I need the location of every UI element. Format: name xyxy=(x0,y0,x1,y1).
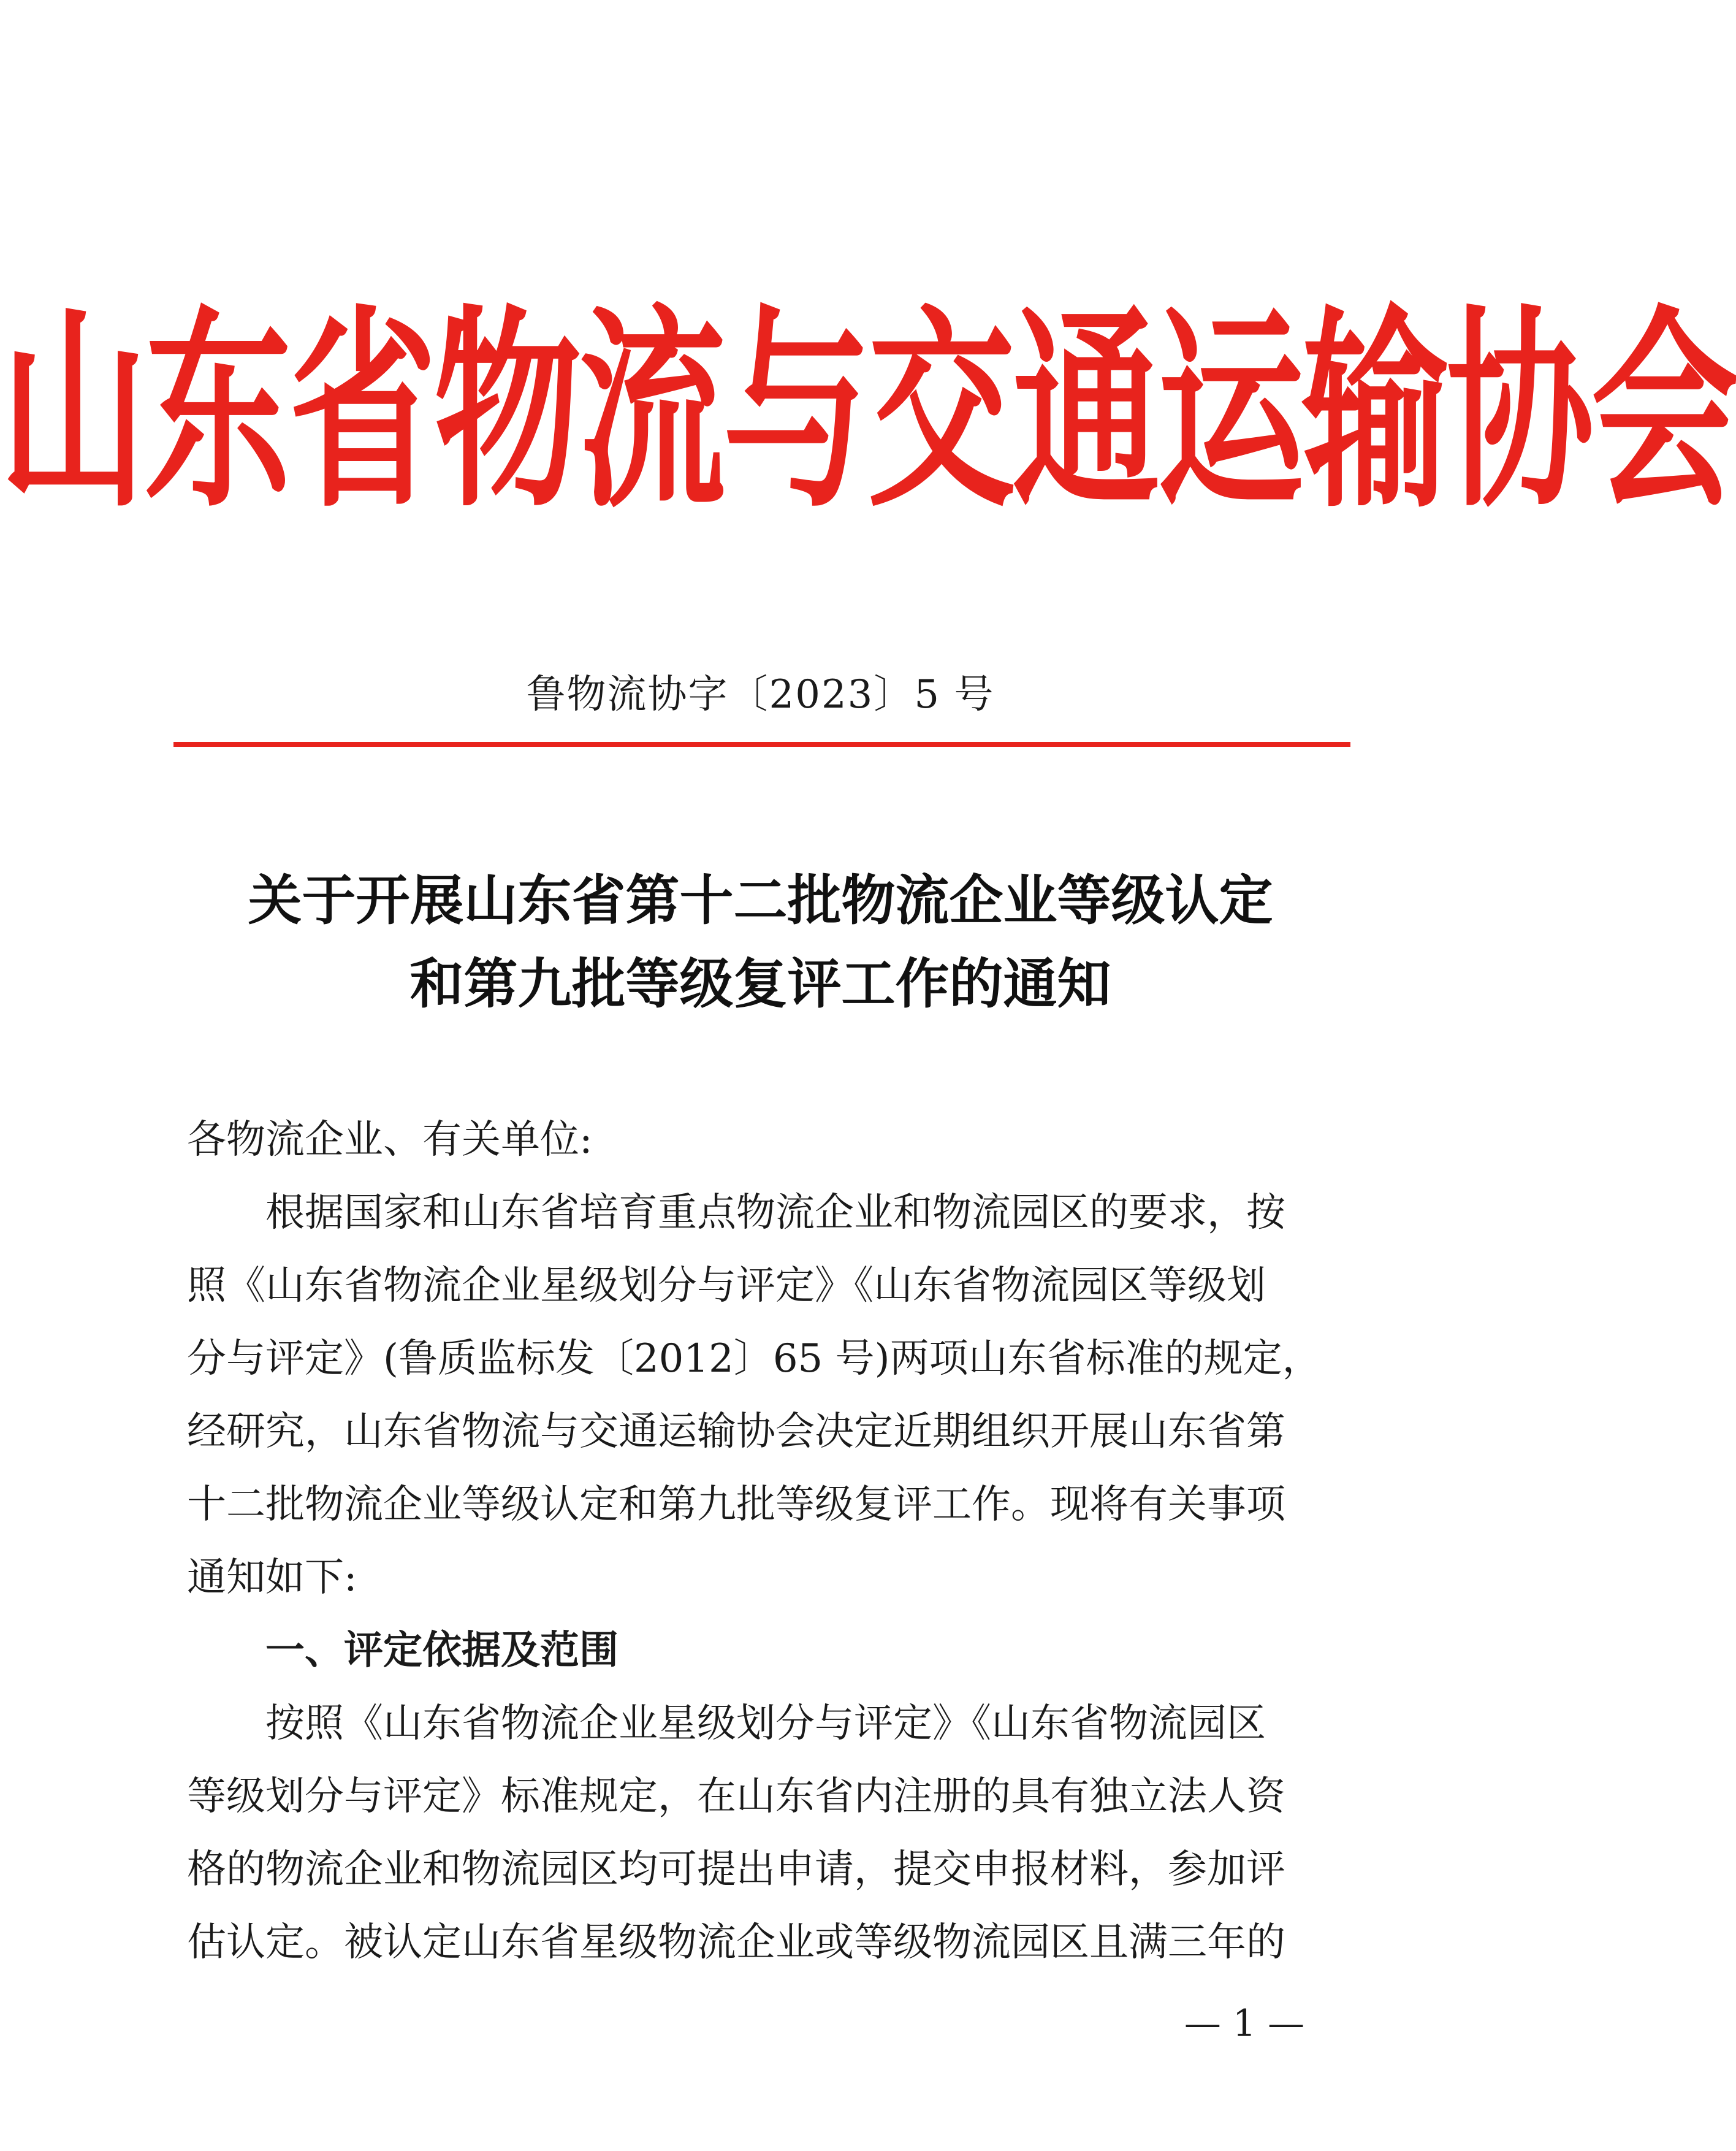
paragraph-line: 估认定。被认定山东省星级物流企业或等级物流园区且满三年的 xyxy=(187,1920,1285,1965)
document-number: 鲁物流协字〔2023〕5 号 xyxy=(526,672,995,717)
document-body xyxy=(187,1104,1339,1979)
red-divider-line xyxy=(173,742,1350,747)
paragraph-line: 通知如下: xyxy=(187,1555,357,1600)
page-number: — 1 — xyxy=(1184,2002,1305,2045)
paragraph-line: 分与评定》(鲁质监标发〔2012〕65 号)两项山东省标准的规定， xyxy=(187,1336,1322,1381)
paragraph-line: 按照《山东省物流企业星级划分与评定》《山东省物流园区 xyxy=(265,1701,1266,1746)
paragraph-line: 格的物流企业和物流园区均可提出申请，提交申报材料，参加评 xyxy=(187,1847,1285,1892)
salutation: 各物流企业、有关单位: xyxy=(187,1117,593,1163)
paragraph-line: 根据国家和山东省培育重点物流企业和物流园区的要求，按 xyxy=(265,1190,1285,1236)
paragraph-line: 照《山东省物流企业星级划分与评定》《山东省物流园区等级划 xyxy=(187,1263,1266,1309)
paragraph-line: 等级划分与评定》标准规定，在山东省内注册的具有独立法人资 xyxy=(187,1774,1285,1819)
section-heading: 一、评定依据及范围 xyxy=(265,1628,619,1673)
document-title-line: 关于开展山东省第十二批物流企业等级认定 xyxy=(248,868,1273,932)
document-title xyxy=(123,858,1398,1025)
paragraph-line: 十二批物流企业等级认定和第九批等级复评工作。现将有关事项 xyxy=(187,1482,1285,1527)
paragraph-line: 经研究，山东省物流与交通运输协会决定近期组织开展山东省第 xyxy=(187,1409,1285,1454)
paragraph-basis xyxy=(187,1177,1339,1614)
paragraph-scope xyxy=(187,1687,1339,1979)
document-title-line: 和第九批等级复评工作的通知 xyxy=(409,952,1111,1015)
organization-name-header: 山东省物流与交通运输协会 xyxy=(0,285,1736,537)
